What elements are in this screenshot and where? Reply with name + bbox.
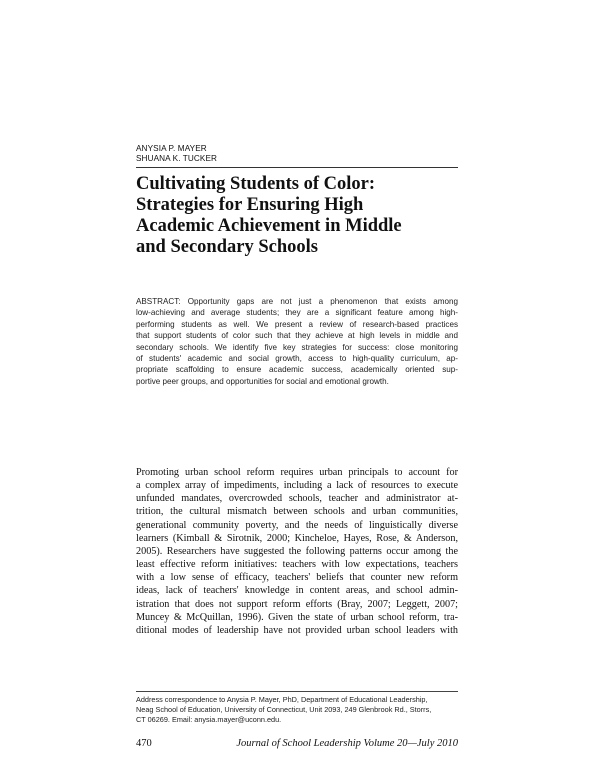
author-name: SHUANA K. TUCKER bbox=[136, 154, 218, 163]
footnote-rule bbox=[136, 691, 458, 692]
body-line: least effective reform initiatives: teachers with low expectations, teachers bbox=[136, 559, 458, 571]
footnote-line: Address correspondence to Anysia P. Mayer, PhD, Department of Educational Leadership, bbox=[136, 695, 428, 704]
abstract-line: ABSTRACT: Opportunity gaps are not just a phenomenon that exists among bbox=[136, 297, 458, 306]
body-line: learners (Kimball & Sirotnik, 2000; Kincheloe, Hayes, Rose, & Anderson, bbox=[136, 532, 458, 544]
abstract bbox=[136, 296, 458, 387]
body-line: a complex array of impediments, including a lack of resources to execute bbox=[136, 480, 458, 492]
title-rule bbox=[136, 167, 458, 168]
title-line: Cultivating Students of Color: bbox=[136, 174, 375, 194]
body-line: 2005). Researchers have suggested the following patterns occur among the bbox=[136, 545, 458, 557]
body-line: trition, the cultural mismatch between schools and urban communities, bbox=[136, 506, 458, 518]
abstract-line: propriate scaffolding to ensure academic success, academically oriented sup- bbox=[136, 365, 458, 375]
footnote-line: CT 06269. Email: anysia.mayer@uconn.edu. bbox=[136, 715, 282, 725]
body-line: Promoting urban school reform requires urban principals to account for bbox=[136, 467, 458, 478]
page-number: 470 bbox=[136, 738, 152, 749]
body-line: unfunded mandates, overcrowded schools, teacher and administrator at- bbox=[136, 493, 458, 505]
body-line: istration that does not support reform efforts (Bray, 2007; Leggett, 2007; bbox=[136, 598, 458, 610]
abstract-line: of students' academic and social growth, access to high-quality curriculum, ap- bbox=[136, 354, 458, 364]
abstract-line: that support students of color such that they achieve at high levels in middle and bbox=[136, 331, 458, 341]
journal-citation: Journal of School Leadership Volume 20—July 2010 bbox=[236, 738, 458, 749]
author-list bbox=[136, 144, 456, 164]
body-line: generational community poverty, and the needs of linguistically diverse bbox=[136, 519, 458, 531]
body-line: ideas, lack of teachers' knowledge in content areas, and school admin- bbox=[136, 585, 458, 597]
body-line: ditional modes of leadership have not provided urban school leaders with bbox=[136, 624, 458, 636]
footnote-line: Neag School of Education, University of Connecticut, Unit 2093, 249 Glenbrook Rd., Storrs, bbox=[136, 705, 432, 715]
correspondence-footnote bbox=[136, 695, 458, 726]
body-line: with a low sense of efficacy, teachers' beliefs that counter new reform bbox=[136, 572, 458, 584]
title-line: Strategies for Ensuring High bbox=[136, 195, 364, 215]
abstract-line: low-achieving and average students; they are a significant feature among high- bbox=[136, 308, 458, 318]
abstract-line: portive peer groups, and opportunities for social and emotional growth. bbox=[136, 376, 389, 386]
abstract-line: performing students as well. We present a review of research-based practices bbox=[136, 319, 458, 329]
article-title bbox=[136, 174, 458, 258]
title-line: Academic Achievement in Middle bbox=[136, 216, 402, 236]
title-line: and Secondary Schools bbox=[136, 237, 318, 257]
abstract-line: secondary schools. We identify five key strategies for success: close monitoring bbox=[136, 342, 458, 352]
author-name: ANYSIA P. MAYER bbox=[136, 144, 207, 153]
body-text bbox=[136, 466, 458, 637]
body-line: Muncey & McQuillan, 1996). Given the state of urban school reform, tra- bbox=[136, 611, 458, 623]
